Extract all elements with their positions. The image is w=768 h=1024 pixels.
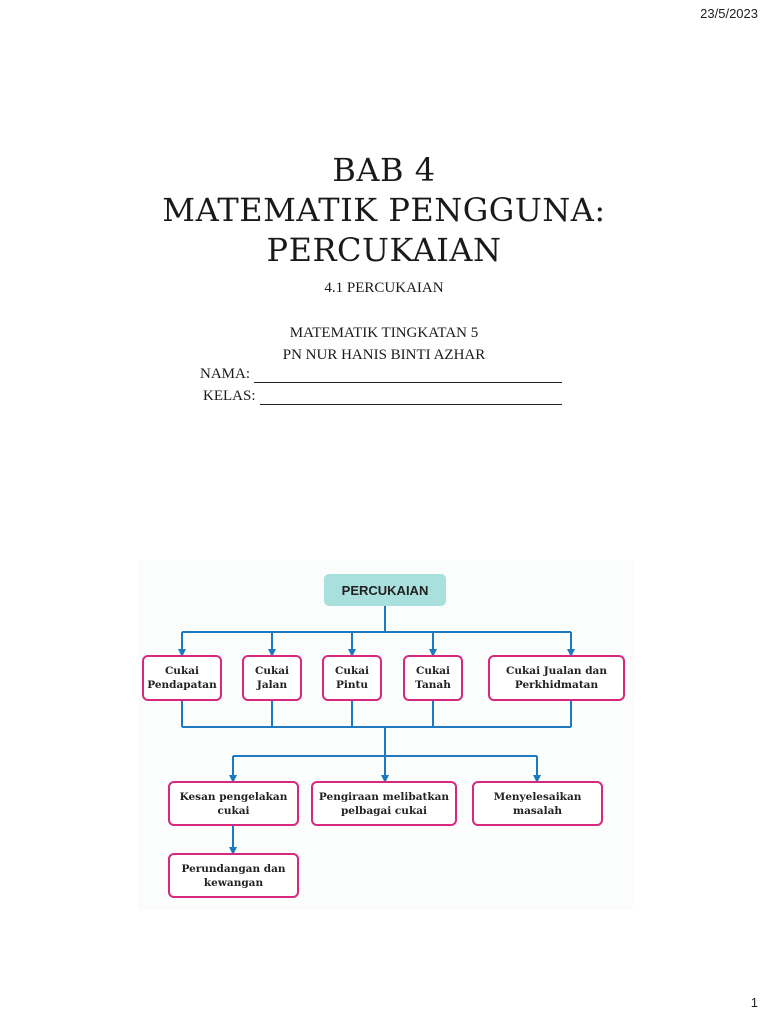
node-line: Cukai Jualan dan [506, 665, 607, 677]
node-line: Pengiraan melibatkan [318, 790, 450, 803]
node-kesan-pengelakan-cukai [168, 781, 299, 826]
node-cukai-pendapatan [142, 655, 222, 701]
node-cukai-pintu [322, 655, 382, 701]
node-perundangan-kewangan [168, 853, 299, 898]
node-cukai-tanah [403, 655, 463, 701]
node-pengiraan-pelbagai-cukai [311, 781, 457, 826]
date-stamp: 23/5/2023 [700, 6, 758, 21]
node-line: Pendapatan [147, 679, 217, 691]
node-line: Cukai [254, 665, 290, 677]
node-cukai-jualan-perkhidmatan [488, 655, 625, 701]
node-line: Perundangan dan [181, 862, 286, 875]
node-line: Jalan [256, 679, 288, 691]
node-line: kewangan [203, 876, 264, 889]
subject-name: MATEMATIK TINGKATAN 5 [289, 325, 479, 341]
kelas-field [203, 388, 562, 405]
nama-blank-line [254, 368, 562, 383]
nama-field [200, 366, 562, 383]
node-line: Perkhidmatan [514, 679, 599, 691]
kelas-blank-line [260, 390, 562, 405]
node-line: Kesan pengelakan [179, 790, 288, 803]
title-subtopic: PERCUKAIAN [266, 231, 502, 269]
page-number: 1 [750, 995, 758, 1010]
node-line: pelbagai cukai [340, 804, 428, 817]
node-menyelesaikan-masalah [472, 781, 603, 826]
course-info [0, 322, 768, 366]
node-line: Cukai [415, 665, 451, 677]
node-line: Pintu [335, 679, 368, 691]
tax-concept-map [138, 560, 633, 910]
node-line: Cukai [164, 665, 200, 677]
node-line: cukai [217, 804, 250, 817]
subsection-heading: 4.1 PERCUKAIAN [324, 280, 444, 296]
node-line: Cukai [334, 665, 370, 677]
title-topic: MATEMATIK PENGGUNA: [162, 191, 606, 229]
title-chapter: BAB 4 [332, 151, 436, 189]
node-line: Tanah [415, 679, 451, 691]
node-line: Menyelesaikan [493, 790, 582, 803]
root-node-percukaian: PERCUKAIAN [324, 574, 446, 606]
teacher-name: PN NUR HANIS BINTI AZHAR [282, 347, 486, 363]
node-cukai-jalan [242, 655, 302, 701]
nama-label: NAMA: [200, 366, 251, 382]
page-title [0, 150, 768, 270]
node-line: masalah [512, 804, 563, 817]
kelas-label: KELAS: [203, 388, 256, 404]
